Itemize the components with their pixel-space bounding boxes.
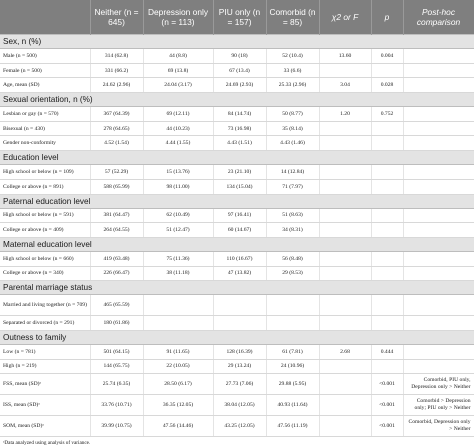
cell-statistic: [319, 266, 371, 281]
table-row: [0, 316, 474, 331]
cell-p-value: <0.001: [371, 395, 403, 416]
table-row: [0, 266, 474, 281]
row-label: FSS, mean (SD)ᵃ: [0, 374, 90, 395]
cell-neither: 314 (62.8): [90, 49, 143, 64]
section-header-row: [0, 93, 474, 107]
row-label: High (n = 219): [0, 359, 90, 374]
cell-piu-only: 29 (13.24): [213, 359, 266, 374]
cell-comorbid: 56 (8.48): [266, 251, 319, 266]
row-label: Gender non-conformity: [0, 136, 90, 151]
cell-depression-only: [143, 316, 213, 331]
cell-depression-only: 4.44 (1.55): [143, 136, 213, 151]
row-label: Female (n = 500): [0, 63, 90, 78]
section-title: Sexual orientation, n (%): [0, 93, 474, 107]
cell-statistic: [319, 395, 371, 416]
cell-statistic: [319, 374, 371, 395]
cell-comorbid: 51 (8.63): [266, 208, 319, 223]
section-title: Paternal education level: [0, 194, 474, 208]
cell-post-hoc: [403, 266, 474, 281]
cell-neither: 465 (65.59): [90, 295, 143, 316]
cell-depression-only: 36.35 (12.05): [143, 395, 213, 416]
cell-comorbid: 14 (12.84): [266, 165, 319, 180]
cell-comorbid: 4.43 (1.46): [266, 136, 319, 151]
cell-post-hoc: [403, 121, 474, 136]
table-row: [0, 78, 474, 93]
cell-depression-only: 24.04 (3.17): [143, 78, 213, 93]
cell-piu-only: 90 (18): [213, 49, 266, 64]
cell-comorbid: 34 (8.31): [266, 223, 319, 238]
cell-post-hoc: [403, 63, 474, 78]
row-label: Bisexual (n = 430): [0, 121, 90, 136]
row-label: College or above (n = 340): [0, 266, 90, 281]
cell-piu-only: 43.25 (12.05): [213, 416, 266, 437]
table-row: [0, 179, 474, 194]
cell-statistic: [319, 416, 371, 437]
cell-neither: 57 (52.29): [90, 165, 143, 180]
row-label: High school or below (n = 109): [0, 165, 90, 180]
cell-piu-only: 84 (14.74): [213, 107, 266, 122]
table-row: [0, 251, 474, 266]
cell-post-hoc: Comorbid > Depression only; PIU only > Neither: [403, 395, 474, 416]
cell-post-hoc: [403, 49, 474, 64]
cell-p-value: <0.001: [371, 416, 403, 437]
cell-post-hoc: Comorbid, Depression only > Neither: [403, 416, 474, 437]
section-header-row: [0, 281, 474, 295]
cell-piu-only: 128 (16.39): [213, 344, 266, 359]
cell-p-value: [371, 266, 403, 281]
cell-neither: 381 (64.47): [90, 208, 143, 223]
cell-depression-only: 22 (10.05): [143, 359, 213, 374]
cell-p-value: [371, 316, 403, 331]
table-row: [0, 49, 474, 64]
cell-comorbid: 33 (6.6): [266, 63, 319, 78]
cell-comorbid: 25.33 (2.96): [266, 78, 319, 93]
cell-neither: 331 (66.2): [90, 63, 143, 78]
cell-depression-only: 69 (13.8): [143, 63, 213, 78]
cell-comorbid: 52 (10.4): [266, 49, 319, 64]
cell-post-hoc: [403, 359, 474, 374]
section-header-row: [0, 35, 474, 49]
cell-depression-only: 98 (11.00): [143, 179, 213, 194]
table-body: [0, 35, 474, 437]
table-row: [0, 359, 474, 374]
cell-depression-only: 62 (10.49): [143, 208, 213, 223]
row-label: Male (n = 500): [0, 49, 90, 64]
cell-comorbid: 29 (8.53): [266, 266, 319, 281]
cell-post-hoc: Comorbid, PIU only, Depression only > Neither: [403, 374, 474, 395]
header-p-value: p: [371, 0, 403, 35]
table-row: [0, 223, 474, 238]
cell-comorbid: [266, 295, 319, 316]
cell-neither: 180 (61.86): [90, 316, 143, 331]
cell-statistic: 2.68: [319, 344, 371, 359]
row-label: Low (n = 781): [0, 344, 90, 359]
cell-comorbid: 71 (7.97): [266, 179, 319, 194]
cell-p-value: [371, 208, 403, 223]
row-label: SOM, mean (SD)ᵃ: [0, 416, 90, 437]
cell-p-value: 0.028: [371, 78, 403, 93]
cell-p-value: 0.444: [371, 344, 403, 359]
section-header-row: [0, 330, 474, 344]
cell-comorbid: 35 (8.14): [266, 121, 319, 136]
cell-depression-only: 69 (12.11): [143, 107, 213, 122]
cell-statistic: [319, 179, 371, 194]
cell-depression-only: 47.56 (14.46): [143, 416, 213, 437]
section-header-row: [0, 151, 474, 165]
header-piu-only: PIU only (n = 157): [213, 0, 266, 35]
cell-piu-only: 38.04 (12.05): [213, 395, 266, 416]
table-row: [0, 165, 474, 180]
cell-p-value: [371, 121, 403, 136]
cell-statistic: [319, 316, 371, 331]
cell-neither: 24.62 (2.96): [90, 78, 143, 93]
row-label: High school or below (n = 591): [0, 208, 90, 223]
cell-comorbid: 61 (7.81): [266, 344, 319, 359]
cell-statistic: [319, 121, 371, 136]
cell-p-value: [371, 165, 403, 180]
section-title: Outness to family: [0, 330, 474, 344]
header-comorbid: Comorbid (n = 85): [266, 0, 319, 35]
cell-piu-only: 73 (16.98): [213, 121, 266, 136]
cell-p-value: [371, 251, 403, 266]
row-label: College or above (n = 409): [0, 223, 90, 238]
cell-p-value: [371, 295, 403, 316]
cell-piu-only: [213, 316, 266, 331]
cell-statistic: 1.20: [319, 107, 371, 122]
cell-p-value: [371, 359, 403, 374]
cell-piu-only: 110 (16.67): [213, 251, 266, 266]
cell-neither: 501 (64.15): [90, 344, 143, 359]
cell-statistic: [319, 295, 371, 316]
row-label: ISS, mean (SD)ᵃ: [0, 395, 90, 416]
row-label: Lesbian or gay (n = 570): [0, 107, 90, 122]
table-row: [0, 374, 474, 395]
cell-post-hoc: [403, 136, 474, 151]
cell-neither: 278 (64.65): [90, 121, 143, 136]
cell-post-hoc: [403, 208, 474, 223]
cell-piu-only: [213, 295, 266, 316]
cell-neither: 367 (64.39): [90, 107, 143, 122]
cell-statistic: 13.60: [319, 49, 371, 64]
cell-statistic: [319, 63, 371, 78]
cell-post-hoc: [403, 179, 474, 194]
header-statistic: χ2 or F: [319, 0, 371, 35]
cell-p-value: [371, 223, 403, 238]
table-row: [0, 295, 474, 316]
cell-post-hoc: [403, 78, 474, 93]
cell-p-value: 0.004: [371, 49, 403, 64]
cell-depression-only: 75 (11.36): [143, 251, 213, 266]
cell-depression-only: 15 (13.76): [143, 165, 213, 180]
cell-neither: 226 (66.47): [90, 266, 143, 281]
cell-comorbid: 40.93 (11.64): [266, 395, 319, 416]
row-label: Separated or divorced (n = 291): [0, 316, 90, 331]
cell-piu-only: 4.43 (1.51): [213, 136, 266, 151]
header-variable: [0, 0, 90, 35]
cell-comorbid: 50 (8.77): [266, 107, 319, 122]
row-label: High school or below (n = 660): [0, 251, 90, 266]
cell-piu-only: 24.69 (2.93): [213, 78, 266, 93]
cell-neither: 4.52 (1.54): [90, 136, 143, 151]
cell-statistic: 3.04: [319, 78, 371, 93]
header-post-hoc: Post-hoc comparison: [403, 0, 474, 35]
cell-neither: 419 (63.48): [90, 251, 143, 266]
table-row: [0, 121, 474, 136]
cell-neither: 264 (64.55): [90, 223, 143, 238]
cell-depression-only: 51 (12.47): [143, 223, 213, 238]
section-title: Education level: [0, 151, 474, 165]
cell-piu-only: 27.73 (7.06): [213, 374, 266, 395]
cell-depression-only: 44 (8.8): [143, 49, 213, 64]
section-header-row: [0, 237, 474, 251]
cell-neither: 39.99 (10.75): [90, 416, 143, 437]
cell-piu-only: 60 (14.67): [213, 223, 266, 238]
section-title: Maternal education level: [0, 237, 474, 251]
table-row: [0, 136, 474, 151]
row-label: Age, mean (SD): [0, 78, 90, 93]
section-title: Parental marriage status: [0, 281, 474, 295]
cell-depression-only: 38 (11.18): [143, 266, 213, 281]
cell-statistic: [319, 223, 371, 238]
cell-post-hoc: [403, 223, 474, 238]
cell-post-hoc: [403, 344, 474, 359]
cell-comorbid: [266, 316, 319, 331]
cell-p-value: <0.001: [371, 374, 403, 395]
cell-p-value: [371, 63, 403, 78]
cell-depression-only: 28.50 (6.17): [143, 374, 213, 395]
cell-depression-only: [143, 295, 213, 316]
cell-piu-only: 23 (21.10): [213, 165, 266, 180]
table-row: [0, 63, 474, 78]
row-label: College or above (n = 891): [0, 179, 90, 194]
cell-post-hoc: [403, 165, 474, 180]
header-depression-only: Depression only (n = 113): [143, 0, 213, 35]
cell-comorbid: 24 (10.96): [266, 359, 319, 374]
cell-piu-only: 47 (13.82): [213, 266, 266, 281]
cell-depression-only: 44 (10.23): [143, 121, 213, 136]
cell-piu-only: 134 (15.04): [213, 179, 266, 194]
header-row: [0, 0, 474, 35]
cell-comorbid: 47.56 (11.19): [266, 416, 319, 437]
table-row: [0, 208, 474, 223]
table-row: [0, 395, 474, 416]
cell-statistic: [319, 165, 371, 180]
cell-neither: 33.76 (10.71): [90, 395, 143, 416]
cell-p-value: 0.752: [371, 107, 403, 122]
section-title: Sex, n (%): [0, 35, 474, 49]
row-label: Married and living together (n = 709): [0, 295, 90, 316]
table-row: [0, 416, 474, 437]
table-row: [0, 107, 474, 122]
cell-statistic: [319, 208, 371, 223]
section-header-row: [0, 194, 474, 208]
cell-p-value: [371, 136, 403, 151]
cell-post-hoc: [403, 295, 474, 316]
cell-comorbid: 29.88 (5.95): [266, 374, 319, 395]
cell-statistic: [319, 359, 371, 374]
cell-statistic: [319, 251, 371, 266]
cell-post-hoc: [403, 251, 474, 266]
cell-piu-only: 97 (16.41): [213, 208, 266, 223]
cell-neither: 144 (65.75): [90, 359, 143, 374]
cell-post-hoc: [403, 316, 474, 331]
cell-depression-only: 91 (11.65): [143, 344, 213, 359]
cell-neither: 25.74 (6.35): [90, 374, 143, 395]
header-neither: Neither (n = 645): [90, 0, 143, 35]
footnote: ᵃData analyzed using analysis of variance.: [3, 440, 91, 446]
cell-neither: 588 (65.99): [90, 179, 143, 194]
table-row: [0, 344, 474, 359]
cell-p-value: [371, 179, 403, 194]
cell-post-hoc: [403, 107, 474, 122]
cell-piu-only: 67 (13.4): [213, 63, 266, 78]
cell-statistic: [319, 136, 371, 151]
